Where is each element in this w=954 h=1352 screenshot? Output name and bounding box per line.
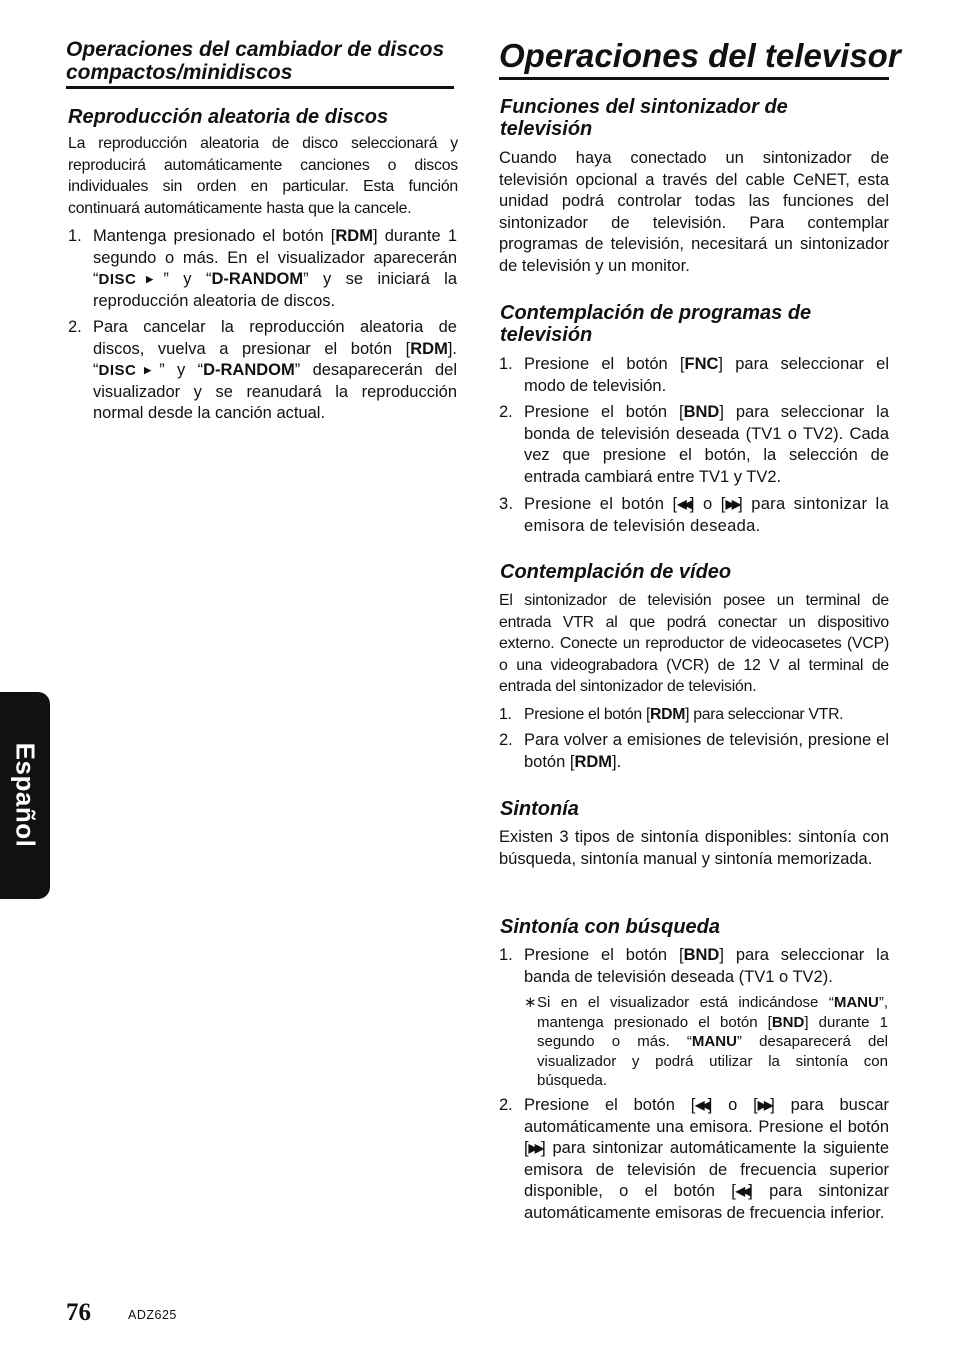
page-number: 76 [66,1299,91,1326]
fnc-button-label: FNC [684,355,719,373]
random-title: Reproducción aleatoria de discos [68,106,389,128]
tuner-text: Cuando haya conectado un sintonizador de televisión opcional a través del cable CeNET, esta unidad podrá controlar todas las funciones del sintonizador de televisión. Para contemplar programas de televisión, necesitará un sintonizador de televisión y un monitor. [499,149,889,275]
seek-step-2: 2. Presione el botón [◀◀] o [▶▶] para buscar automáticamente una emisora. Presione el botón [▶▶] para sintonizar automáticamente la siguiente emisora de televisión de frecuencia superior disponible, o el botón [◀◀] para sintonizar automáticamente emisoras de frecuencia inferior. [499,1096,889,1222]
language-side-tab [0,692,50,899]
right-title-rule [499,77,889,80]
tuning-text: Existen 3 tipos de sintonía disponibles: sintonía con búsqueda, sintonía manual y sintonía memorizada. [499,828,889,868]
seek-note: ∗ Si en el visualizador está indicándose “MANU”, mantenga presionado el botón [BND] durante 1 segundo o más. “MANU” desaparecerá del visualizador y podrá utilizar la sintonía con búsqueda. [524,994,889,1090]
d-random-label: D-RANDOM [203,361,295,380]
tuning-title: Sintonía [500,798,579,820]
manu-label: MANU [691,1033,737,1051]
watch-step-1: 1. Presione el botón [FNC] para seleccionar el modo de televisión. [499,355,889,395]
video-step-1: 1. Presione el botón [RDM] para seleccionar VTR. [499,706,844,723]
bnd-button-label: BND [771,1013,805,1031]
random-step-2: 2. Para cancelar la reproducción aleatoria de discos, vuelva a presionar el botón [RDM]. “DISC▶” y “D-RANDOM” desaparecerán del visualizador y se reanudará la reproducción normal desde la canción actual. [68,318,457,423]
fast-forward-icon: ▶▶ [528,1141,542,1156]
video-title: Contemplación de vídeo [500,561,732,583]
step-number: 2. [68,318,82,336]
rdm-button-label: RDM [650,706,686,723]
bnd-button-label: BND [683,946,720,964]
watch-step-3: 3. Presione el botón [◀◀] o [▶▶] para sintonizar la emisora de televisión deseada. [499,495,889,535]
bnd-button-label: BND [683,403,720,421]
random-step-1: 1. Mantenga presionado el botón [RDM] durante 1 segundo o más. En el visualizador aparecerán “DISC▶” y “D-RANDOM” y se iniciará la reproducción aleatoria de discos. [68,227,458,310]
rdm-button-label: RDM [410,339,448,358]
left-title-rule [66,86,454,89]
rdm-button-label: RDM [574,752,613,771]
model-code: ADZ625 [128,1308,177,1322]
rewind-icon: ◀◀ [677,497,690,511]
language-label: Español [10,742,41,848]
disc-indicator-icon: DISC▶ [98,362,160,380]
tuner-title: Funciones del sintonizador de televisión [500,96,788,140]
disc-indicator-icon: DISC▶ [98,271,164,289]
step-number: 1. [68,227,82,245]
video-step-2: 2. Para volver a emisiones de televisión, presione el botón [RDM]. [499,731,889,771]
d-random-label: D-RANDOM [211,270,304,289]
seek-title: Sintonía con búsqueda [500,916,721,938]
watch-step-2: 2. Presione el botón [BND] para seleccionar la bonda de televisión deseada (TV1 o TV2). Cada vez que presione el botón, la selección de entrada cambiará entre TV1 y TV2. [499,403,889,486]
manu-label: MANU [833,994,879,1011]
seek-step-1: 1. Presione el botón [BND] para seleccionar la banda de televisión deseada (TV1 o TV2). [499,946,889,986]
video-text: El sintonizador de televisión posee un terminal de entrada VTR al que podrá conectar un dispositivo externo. Conecte un reproductor de videocasetes (VCP) o una videograbadora (VCR) de 12 V al terminal de entrada del sintonizador de televisión. [499,592,889,696]
fast-forward-icon: ▶▶ [757,1098,771,1112]
left-section-title: Operaciones del cambiador de discos compactos/minidiscos [66,38,445,84]
watch-title: Contemplación de programas de televisión [500,302,812,346]
rewind-icon: ◀◀ [735,1184,749,1199]
rewind-icon: ◀◀ [695,1098,708,1112]
fast-forward-icon: ▶▶ [725,497,739,511]
right-section-title: Operaciones del televisor [499,37,901,74]
random-intro: La reproducción aleatoria de disco seleccionará y reproducirá automáticamente canciones o discos individuales sin orden en particular. Esta función continuará automáticamente hasta que la cancele. [68,135,458,217]
rdm-button-label: RDM [335,227,373,245]
asterisk-icon: ∗ [524,994,537,1011]
